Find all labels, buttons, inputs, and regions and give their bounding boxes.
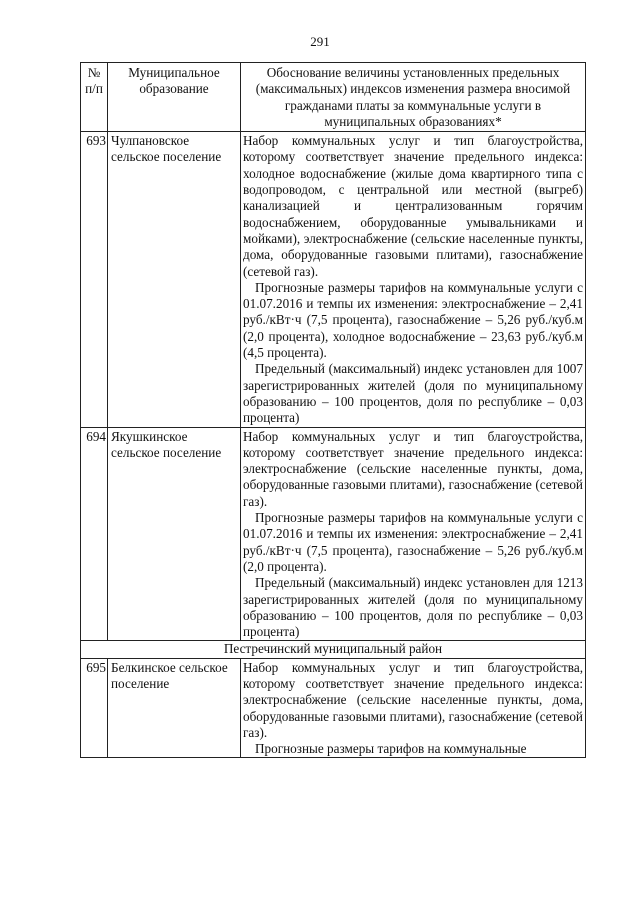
municipality-name: Белкинское сельское поселение bbox=[108, 658, 241, 758]
header-municipality: Муниципальное образование bbox=[108, 63, 241, 132]
municipality-name: Якушкинское сельское поселение bbox=[108, 427, 241, 641]
header-num: № п/п bbox=[81, 63, 108, 132]
justification-text bbox=[241, 132, 586, 427]
justification-text bbox=[241, 427, 586, 641]
tariffs-paragraph: Прогнозные размеры тарифов на коммунальные услуги с 01.07.2016 и темпы их изменения: электроснабжение – 2,41 руб./кВт·ч (7,5 процента), газоснабжение – 5,26 руб./куб.м (2,0 процента). bbox=[243, 510, 583, 574]
row-number: 695 bbox=[81, 658, 108, 758]
index-paragraph: Предельный (максимальный) индекс установлен для 1007 зарегистрированных жителей (доля по муниципальному образованию – 100 процентов, доля по республике – 0,03 процента) bbox=[243, 361, 583, 426]
table-row bbox=[81, 658, 586, 758]
tariffs-paragraph: Прогнозные размеры тарифов на коммунальные bbox=[255, 741, 527, 757]
district-row bbox=[81, 641, 586, 658]
row-number: 694 bbox=[81, 427, 108, 641]
justification-text bbox=[241, 658, 586, 758]
tariffs-paragraph: Прогнозные размеры тарифов на коммунальные услуги с 01.07.2016 и темпы их изменения: электроснабжение – 2,41 руб./кВт·ч (7,5 процента), газоснабжение – 5,26 руб./куб.м (2,0 процента), холодное водоснабжение – 23,63 руб./куб.м (4,5 процента). bbox=[243, 279, 583, 361]
district-name: Пестречинский муниципальный район bbox=[81, 641, 586, 658]
municipality-name: Чулпановское сельское поселение bbox=[108, 132, 241, 427]
table-row bbox=[81, 132, 586, 427]
table-header-row bbox=[81, 63, 586, 132]
services-paragraph: Набор коммунальных услуг и тип благоустройства, которому соответствует значение предельного индекса: электроснабжение (сельские населенные пункты, дома, оборудованные газовыми плитами), газоснабжение (сетевой газ). bbox=[243, 659, 583, 740]
table-row bbox=[81, 427, 586, 641]
services-paragraph: Набор коммунальных услуг и тип благоустройства, которому соответствует значение предельного индекса: холодное водоснабжение (жилые дома квартирного типа с водопроводом, с центральной или местной (выгреб) канализацией и централизованным горячим водоснабжением, оборудованные умывальниками и мойками), электроснабжение (сельские населенные пункты, дома, оборудованные газовыми плитами), газоснабжение (сетевой газ). bbox=[243, 133, 583, 279]
index-paragraph: Предельный (максимальный) индекс установлен для 1213 зарегистрированных жителей (доля по муниципальному образованию – 100 процентов, доля по республике – 0,03 процента) bbox=[243, 575, 583, 640]
page-number: 291 bbox=[310, 34, 330, 49]
services-paragraph: Набор коммунальных услуг и тип благоустройства, которому соответствует значение предельного индекса: электроснабжение (сельские населенные пункты, дома, оборудованные газовыми плитами), газоснабжение (сетевой газ). bbox=[243, 428, 583, 509]
header-justification: Обоснование величины установленных предельных (максимальных) индексов изменения размера вносимой гражданами платы за коммунальные услуги в муниципальных образованиях* bbox=[241, 63, 586, 132]
row-number: 693 bbox=[81, 132, 108, 427]
tariff-index-table bbox=[80, 62, 586, 758]
